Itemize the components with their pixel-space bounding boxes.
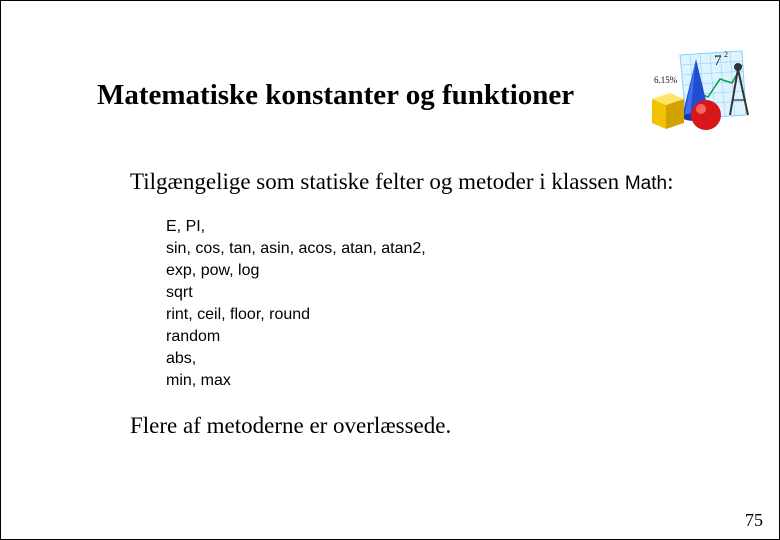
list-item: E, PI, bbox=[166, 218, 206, 235]
math-clipart-icon bbox=[646, 45, 754, 135]
list-item: abs, bbox=[166, 350, 197, 367]
intro-suffix: : bbox=[667, 169, 674, 194]
clipart-label-seven: 7 bbox=[714, 53, 722, 69]
intro-text: Tilgængelige som statiske felter og metoder i klassen bbox=[130, 169, 625, 194]
intro-line bbox=[130, 169, 674, 195]
math-members-list bbox=[166, 216, 426, 392]
list-item: random bbox=[166, 328, 221, 345]
list-item: sqrt bbox=[166, 284, 193, 301]
page-number: 75 bbox=[745, 510, 763, 530]
list-item: exp, pow, log bbox=[166, 262, 260, 279]
cube-icon bbox=[652, 93, 684, 129]
intro-class-name: Math bbox=[624, 173, 668, 194]
list-item: rint, ceil, floor, round bbox=[166, 306, 311, 323]
sphere-icon bbox=[691, 100, 721, 130]
slide-title: Matematiske konstanter og funktioner bbox=[97, 79, 575, 111]
list-item: sin, cos, tan, asin, acos, atan, atan2, bbox=[166, 240, 426, 257]
list-item: min, max bbox=[166, 372, 231, 389]
clipart-label-exponent: 2 bbox=[724, 50, 728, 59]
overload-note: Flere af metoderne er overlæssede. bbox=[130, 413, 452, 438]
clipart-label-percent: 6.15% bbox=[654, 75, 678, 85]
